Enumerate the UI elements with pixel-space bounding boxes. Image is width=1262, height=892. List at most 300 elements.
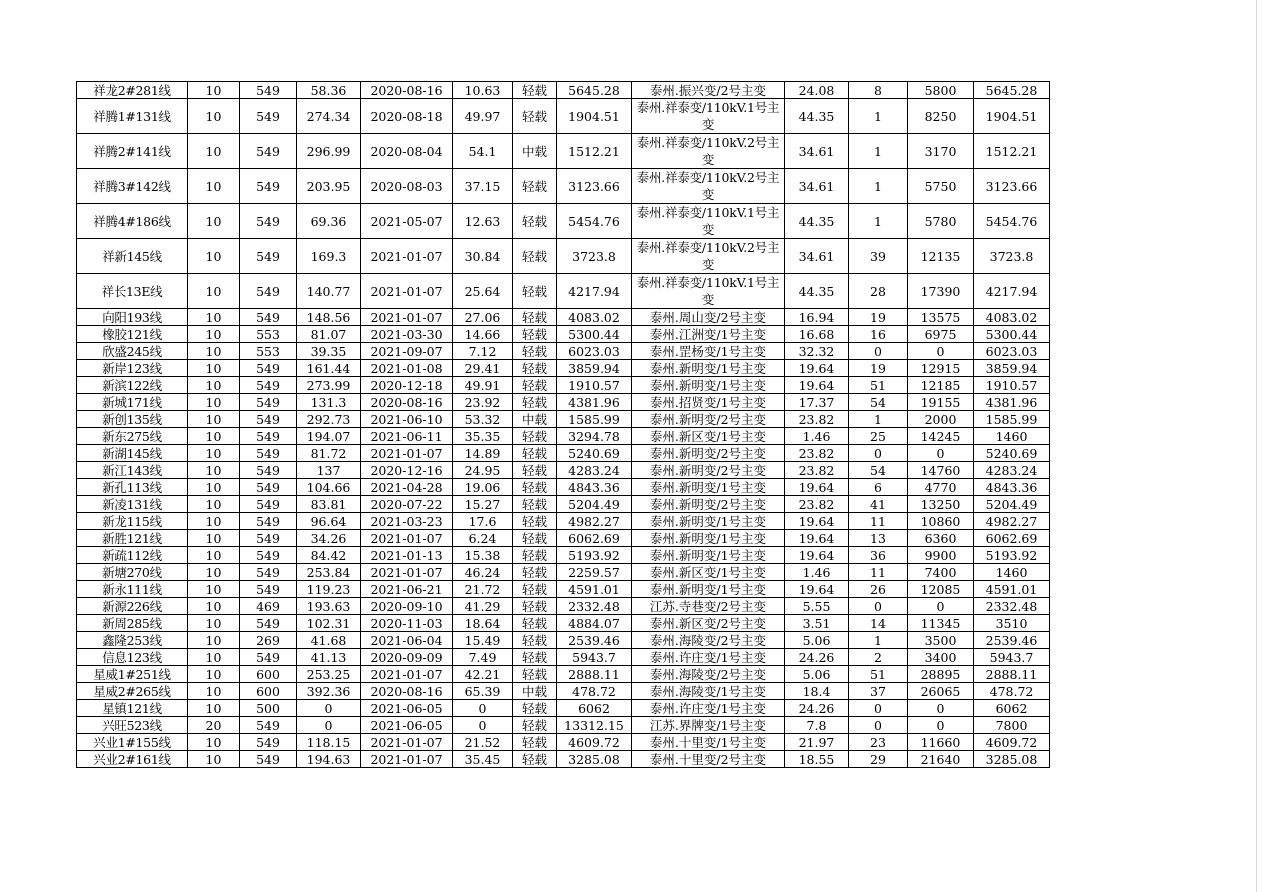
line-name-cell: 新周285线 bbox=[77, 615, 188, 632]
max-current-cell: 96.64 bbox=[297, 513, 361, 530]
load-rate-cell: 18.64 bbox=[453, 615, 513, 632]
rated-current-cell: 600 bbox=[240, 683, 297, 700]
table-row bbox=[77, 598, 1050, 615]
line-name-cell: 祥龙2#281线 bbox=[77, 82, 188, 99]
max-current-cell: 118.15 bbox=[297, 734, 361, 751]
table-row bbox=[77, 343, 1050, 360]
transformer-rate-cell: 23.82 bbox=[785, 462, 849, 479]
date-cell: 2020-08-16 bbox=[361, 394, 453, 411]
table-row bbox=[77, 411, 1050, 428]
margin-cell: 4609.72 bbox=[557, 734, 632, 751]
voltage-cell: 10 bbox=[188, 564, 240, 581]
load-status-cell: 轻载 bbox=[513, 530, 557, 547]
load-rate-cell: 0 bbox=[453, 717, 513, 734]
capacity-cell: 12085 bbox=[908, 581, 974, 598]
rated-current-cell: 549 bbox=[240, 360, 297, 377]
load-rate-cell: 35.45 bbox=[453, 751, 513, 768]
max-current-cell: 203.95 bbox=[297, 169, 361, 204]
date-cell: 2020-08-03 bbox=[361, 169, 453, 204]
available-capacity-cell: 3123.66 bbox=[974, 169, 1050, 204]
load-status-cell: 轻载 bbox=[513, 394, 557, 411]
date-cell: 2021-03-30 bbox=[361, 326, 453, 343]
voltage-cell: 10 bbox=[188, 82, 240, 99]
transformer-rate-cell: 5.55 bbox=[785, 598, 849, 615]
transformer-cell: 泰州.祥泰变/110kV.1号主变 bbox=[632, 204, 785, 239]
transformer-rate-cell: 18.55 bbox=[785, 751, 849, 768]
load-status-cell: 轻载 bbox=[513, 547, 557, 564]
transformer-rate-cell: 18.4 bbox=[785, 683, 849, 700]
voltage-cell: 10 bbox=[188, 632, 240, 649]
date-cell: 2021-01-13 bbox=[361, 547, 453, 564]
users-cell: 2 bbox=[849, 649, 908, 666]
load-rate-cell: 37.15 bbox=[453, 169, 513, 204]
load-rate-cell: 12.63 bbox=[453, 204, 513, 239]
margin-cell: 5943.7 bbox=[557, 649, 632, 666]
rated-current-cell: 269 bbox=[240, 632, 297, 649]
available-capacity-cell: 1512.21 bbox=[974, 134, 1050, 169]
users-cell: 25 bbox=[849, 428, 908, 445]
voltage-cell: 10 bbox=[188, 581, 240, 598]
load-status-cell: 轻载 bbox=[513, 99, 557, 134]
available-capacity-cell: 1585.99 bbox=[974, 411, 1050, 428]
line-name-cell: 新疏112线 bbox=[77, 547, 188, 564]
date-cell: 2021-09-07 bbox=[361, 343, 453, 360]
table-row bbox=[77, 717, 1050, 734]
date-cell: 2021-01-07 bbox=[361, 309, 453, 326]
line-name-cell: 祥腾4#186线 bbox=[77, 204, 188, 239]
margin-cell: 478.72 bbox=[557, 683, 632, 700]
transformer-cell: 泰州.十里变/1号主变 bbox=[632, 734, 785, 751]
table-row bbox=[77, 274, 1050, 309]
capacity-cell: 5780 bbox=[908, 204, 974, 239]
users-cell: 19 bbox=[849, 309, 908, 326]
available-capacity-cell: 4217.94 bbox=[974, 274, 1050, 309]
users-cell: 8 bbox=[849, 82, 908, 99]
transformer-cell: 泰州.新明变/1号主变 bbox=[632, 360, 785, 377]
available-capacity-cell: 2539.46 bbox=[974, 632, 1050, 649]
rated-current-cell: 549 bbox=[240, 99, 297, 134]
transformer-rate-cell: 16.68 bbox=[785, 326, 849, 343]
users-cell: 26 bbox=[849, 581, 908, 598]
table-row bbox=[77, 496, 1050, 513]
users-cell: 19 bbox=[849, 360, 908, 377]
transformer-rate-cell: 23.82 bbox=[785, 445, 849, 462]
line-name-cell: 新湖145线 bbox=[77, 445, 188, 462]
available-capacity-cell: 4591.01 bbox=[974, 581, 1050, 598]
margin-cell: 4381.96 bbox=[557, 394, 632, 411]
line-name-cell: 新滨122线 bbox=[77, 377, 188, 394]
rated-current-cell: 549 bbox=[240, 309, 297, 326]
table-row bbox=[77, 632, 1050, 649]
capacity-cell: 26065 bbox=[908, 683, 974, 700]
load-status-cell: 轻载 bbox=[513, 649, 557, 666]
transformer-rate-cell: 5.06 bbox=[785, 632, 849, 649]
date-cell: 2021-01-07 bbox=[361, 666, 453, 683]
load-rate-cell: 15.49 bbox=[453, 632, 513, 649]
users-cell: 0 bbox=[849, 717, 908, 734]
users-cell: 1 bbox=[849, 134, 908, 169]
load-rate-cell: 23.92 bbox=[453, 394, 513, 411]
capacity-cell: 3400 bbox=[908, 649, 974, 666]
load-rate-cell: 15.27 bbox=[453, 496, 513, 513]
table-body bbox=[77, 82, 1050, 768]
load-rate-cell: 21.52 bbox=[453, 734, 513, 751]
line-name-cell: 欣盛245线 bbox=[77, 343, 188, 360]
transformer-cell: 泰州.海陵变/2号主变 bbox=[632, 632, 785, 649]
rated-current-cell: 549 bbox=[240, 751, 297, 768]
transformer-cell: 江苏.界牌变/1号主变 bbox=[632, 717, 785, 734]
rated-current-cell: 549 bbox=[240, 649, 297, 666]
transformer-rate-cell: 34.61 bbox=[785, 239, 849, 274]
users-cell: 54 bbox=[849, 462, 908, 479]
available-capacity-cell: 4283.24 bbox=[974, 462, 1050, 479]
transformer-rate-cell: 23.82 bbox=[785, 496, 849, 513]
available-capacity-cell: 5300.44 bbox=[974, 326, 1050, 343]
load-status-cell: 轻载 bbox=[513, 666, 557, 683]
rated-current-cell: 549 bbox=[240, 734, 297, 751]
users-cell: 16 bbox=[849, 326, 908, 343]
transformer-rate-cell: 44.35 bbox=[785, 274, 849, 309]
transformer-cell: 泰州.罡杨变/1号主变 bbox=[632, 343, 785, 360]
transformer-rate-cell: 19.64 bbox=[785, 581, 849, 598]
load-status-cell: 轻载 bbox=[513, 717, 557, 734]
line-name-cell: 橡胶121线 bbox=[77, 326, 188, 343]
load-status-cell: 轻载 bbox=[513, 496, 557, 513]
max-current-cell: 104.66 bbox=[297, 479, 361, 496]
transformer-cell: 泰州.新区变/1号主变 bbox=[632, 428, 785, 445]
users-cell: 36 bbox=[849, 547, 908, 564]
date-cell: 2021-01-07 bbox=[361, 530, 453, 547]
table-row bbox=[77, 581, 1050, 598]
table-row bbox=[77, 649, 1050, 666]
margin-cell: 4591.01 bbox=[557, 581, 632, 598]
available-capacity-cell: 6023.03 bbox=[974, 343, 1050, 360]
users-cell: 11 bbox=[849, 513, 908, 530]
line-name-cell: 新源226线 bbox=[77, 598, 188, 615]
users-cell: 0 bbox=[849, 445, 908, 462]
voltage-cell: 10 bbox=[188, 445, 240, 462]
voltage-cell: 20 bbox=[188, 717, 240, 734]
transformer-cell: 泰州.新明变/1号主变 bbox=[632, 513, 785, 530]
transformer-cell: 江苏.寺巷变/2号主变 bbox=[632, 598, 785, 615]
margin-cell: 3285.08 bbox=[557, 751, 632, 768]
load-status-cell: 轻载 bbox=[513, 274, 557, 309]
transformer-rate-cell: 16.94 bbox=[785, 309, 849, 326]
date-cell: 2020-09-09 bbox=[361, 649, 453, 666]
date-cell: 2021-04-28 bbox=[361, 479, 453, 496]
transformer-rate-cell: 24.26 bbox=[785, 649, 849, 666]
load-status-cell: 中载 bbox=[513, 134, 557, 169]
rated-current-cell: 549 bbox=[240, 239, 297, 274]
margin-cell: 4217.94 bbox=[557, 274, 632, 309]
transformer-rate-cell: 34.61 bbox=[785, 134, 849, 169]
transformer-rate-cell: 44.35 bbox=[785, 204, 849, 239]
date-cell: 2020-08-16 bbox=[361, 82, 453, 99]
table-row bbox=[77, 751, 1050, 768]
margin-cell: 2332.48 bbox=[557, 598, 632, 615]
transformer-rate-cell: 1.46 bbox=[785, 564, 849, 581]
transformer-rate-cell: 44.35 bbox=[785, 99, 849, 134]
rated-current-cell: 549 bbox=[240, 82, 297, 99]
line-name-cell: 祥腾2#141线 bbox=[77, 134, 188, 169]
transformer-cell: 泰州.新区变/2号主变 bbox=[632, 615, 785, 632]
transformer-rate-cell: 24.26 bbox=[785, 700, 849, 717]
load-status-cell: 轻载 bbox=[513, 82, 557, 99]
line-name-cell: 新江143线 bbox=[77, 462, 188, 479]
voltage-cell: 10 bbox=[188, 239, 240, 274]
date-cell: 2021-01-08 bbox=[361, 360, 453, 377]
transformer-rate-cell: 5.06 bbox=[785, 666, 849, 683]
load-rate-cell: 41.29 bbox=[453, 598, 513, 615]
line-name-cell: 祥新145线 bbox=[77, 239, 188, 274]
load-rate-cell: 65.39 bbox=[453, 683, 513, 700]
capacity-cell: 5750 bbox=[908, 169, 974, 204]
rated-current-cell: 549 bbox=[240, 169, 297, 204]
voltage-cell: 10 bbox=[188, 700, 240, 717]
capacity-cell: 10860 bbox=[908, 513, 974, 530]
date-cell: 2020-11-03 bbox=[361, 615, 453, 632]
max-current-cell: 194.07 bbox=[297, 428, 361, 445]
margin-cell: 4982.27 bbox=[557, 513, 632, 530]
rated-current-cell: 553 bbox=[240, 343, 297, 360]
date-cell: 2021-01-07 bbox=[361, 239, 453, 274]
voltage-cell: 10 bbox=[188, 462, 240, 479]
available-capacity-cell: 5193.92 bbox=[974, 547, 1050, 564]
capacity-cell: 13250 bbox=[908, 496, 974, 513]
page-edge bbox=[1256, 0, 1257, 892]
table-row bbox=[77, 326, 1050, 343]
available-capacity-cell: 7800 bbox=[974, 717, 1050, 734]
table-row bbox=[77, 428, 1050, 445]
users-cell: 11 bbox=[849, 564, 908, 581]
available-capacity-cell: 4843.36 bbox=[974, 479, 1050, 496]
users-cell: 1 bbox=[849, 632, 908, 649]
line-name-cell: 兴旺523线 bbox=[77, 717, 188, 734]
load-rate-cell: 35.35 bbox=[453, 428, 513, 445]
rated-current-cell: 600 bbox=[240, 666, 297, 683]
margin-cell: 4283.24 bbox=[557, 462, 632, 479]
voltage-cell: 10 bbox=[188, 394, 240, 411]
available-capacity-cell: 4381.96 bbox=[974, 394, 1050, 411]
date-cell: 2020-08-18 bbox=[361, 99, 453, 134]
available-capacity-cell: 1460 bbox=[974, 428, 1050, 445]
users-cell: 6 bbox=[849, 479, 908, 496]
load-status-cell: 轻载 bbox=[513, 513, 557, 530]
transformer-cell: 泰州.海陵变/1号主变 bbox=[632, 683, 785, 700]
load-rate-cell: 29.41 bbox=[453, 360, 513, 377]
line-name-cell: 星威2#265线 bbox=[77, 683, 188, 700]
date-cell: 2020-08-16 bbox=[361, 683, 453, 700]
voltage-cell: 10 bbox=[188, 496, 240, 513]
table-row bbox=[77, 683, 1050, 700]
max-current-cell: 161.44 bbox=[297, 360, 361, 377]
users-cell: 51 bbox=[849, 666, 908, 683]
capacity-cell: 28895 bbox=[908, 666, 974, 683]
table-row bbox=[77, 547, 1050, 564]
available-capacity-cell: 2888.11 bbox=[974, 666, 1050, 683]
voltage-cell: 10 bbox=[188, 479, 240, 496]
load-rate-cell: 54.1 bbox=[453, 134, 513, 169]
load-rate-cell: 21.72 bbox=[453, 581, 513, 598]
capacity-cell: 0 bbox=[908, 598, 974, 615]
max-current-cell: 119.23 bbox=[297, 581, 361, 598]
max-current-cell: 194.63 bbox=[297, 751, 361, 768]
users-cell: 1 bbox=[849, 204, 908, 239]
line-name-cell: 祥腾1#131线 bbox=[77, 99, 188, 134]
transformer-rate-cell: 3.51 bbox=[785, 615, 849, 632]
date-cell: 2021-03-23 bbox=[361, 513, 453, 530]
transformer-cell: 泰州.新明变/2号主变 bbox=[632, 462, 785, 479]
transformer-cell: 泰州.新明变/1号主变 bbox=[632, 377, 785, 394]
voltage-cell: 10 bbox=[188, 751, 240, 768]
date-cell: 2020-07-22 bbox=[361, 496, 453, 513]
available-capacity-cell: 1910.57 bbox=[974, 377, 1050, 394]
rated-current-cell: 549 bbox=[240, 513, 297, 530]
max-current-cell: 392.36 bbox=[297, 683, 361, 700]
date-cell: 2021-05-07 bbox=[361, 204, 453, 239]
rated-current-cell: 549 bbox=[240, 564, 297, 581]
load-status-cell: 轻载 bbox=[513, 169, 557, 204]
date-cell: 2021-01-07 bbox=[361, 274, 453, 309]
line-name-cell: 新胜121线 bbox=[77, 530, 188, 547]
line-name-cell: 祥长13E线 bbox=[77, 274, 188, 309]
load-status-cell: 轻载 bbox=[513, 581, 557, 598]
users-cell: 1 bbox=[849, 99, 908, 134]
transformer-rate-cell: 7.8 bbox=[785, 717, 849, 734]
available-capacity-cell: 3723.8 bbox=[974, 239, 1050, 274]
available-capacity-cell: 2332.48 bbox=[974, 598, 1050, 615]
margin-cell: 4843.36 bbox=[557, 479, 632, 496]
capacity-cell: 7400 bbox=[908, 564, 974, 581]
table-row bbox=[77, 462, 1050, 479]
table-row bbox=[77, 615, 1050, 632]
available-capacity-cell: 4083.02 bbox=[974, 309, 1050, 326]
load-status-cell: 轻载 bbox=[513, 751, 557, 768]
table-row bbox=[77, 99, 1050, 134]
rated-current-cell: 549 bbox=[240, 479, 297, 496]
date-cell: 2020-08-04 bbox=[361, 134, 453, 169]
line-name-cell: 新孔113线 bbox=[77, 479, 188, 496]
margin-cell: 4083.02 bbox=[557, 309, 632, 326]
load-rate-cell: 27.06 bbox=[453, 309, 513, 326]
transformer-rate-cell: 19.64 bbox=[785, 547, 849, 564]
users-cell: 39 bbox=[849, 239, 908, 274]
capacity-cell: 8250 bbox=[908, 99, 974, 134]
table-row bbox=[77, 377, 1050, 394]
max-current-cell: 253.84 bbox=[297, 564, 361, 581]
load-status-cell: 轻载 bbox=[513, 479, 557, 496]
capacity-cell: 14245 bbox=[908, 428, 974, 445]
rated-current-cell: 549 bbox=[240, 377, 297, 394]
max-current-cell: 296.99 bbox=[297, 134, 361, 169]
rated-current-cell: 549 bbox=[240, 462, 297, 479]
transformer-rate-cell: 19.64 bbox=[785, 360, 849, 377]
available-capacity-cell: 3510 bbox=[974, 615, 1050, 632]
load-rate-cell: 0 bbox=[453, 700, 513, 717]
capacity-cell: 0 bbox=[908, 700, 974, 717]
load-rate-cell: 6.24 bbox=[453, 530, 513, 547]
transformer-rate-cell: 19.64 bbox=[785, 479, 849, 496]
line-name-cell: 向阳193线 bbox=[77, 309, 188, 326]
max-current-cell: 0 bbox=[297, 700, 361, 717]
capacity-cell: 11660 bbox=[908, 734, 974, 751]
available-capacity-cell: 1904.51 bbox=[974, 99, 1050, 134]
table-row bbox=[77, 204, 1050, 239]
transformer-rate-cell: 19.64 bbox=[785, 513, 849, 530]
load-rate-cell: 19.06 bbox=[453, 479, 513, 496]
capacity-cell: 4770 bbox=[908, 479, 974, 496]
transformer-cell: 泰州.许庄变/1号主变 bbox=[632, 649, 785, 666]
capacity-cell: 9900 bbox=[908, 547, 974, 564]
load-status-cell: 轻载 bbox=[513, 632, 557, 649]
table-row bbox=[77, 134, 1050, 169]
rated-current-cell: 549 bbox=[240, 581, 297, 598]
load-rate-cell: 42.21 bbox=[453, 666, 513, 683]
line-name-cell: 兴业1#155线 bbox=[77, 734, 188, 751]
rated-current-cell: 549 bbox=[240, 445, 297, 462]
rated-current-cell: 553 bbox=[240, 326, 297, 343]
margin-cell: 5645.28 bbox=[557, 82, 632, 99]
users-cell: 23 bbox=[849, 734, 908, 751]
max-current-cell: 274.34 bbox=[297, 99, 361, 134]
margin-cell: 6023.03 bbox=[557, 343, 632, 360]
load-status-cell: 轻载 bbox=[513, 360, 557, 377]
date-cell: 2021-01-07 bbox=[361, 445, 453, 462]
transformer-cell: 泰州.新明变/2号主变 bbox=[632, 445, 785, 462]
load-status-cell: 轻载 bbox=[513, 462, 557, 479]
rated-current-cell: 549 bbox=[240, 547, 297, 564]
rated-current-cell: 549 bbox=[240, 615, 297, 632]
load-status-cell: 轻载 bbox=[513, 700, 557, 717]
line-name-cell: 新凌131线 bbox=[77, 496, 188, 513]
date-cell: 2021-01-07 bbox=[361, 751, 453, 768]
max-current-cell: 58.36 bbox=[297, 82, 361, 99]
margin-cell: 3723.8 bbox=[557, 239, 632, 274]
max-current-cell: 84.42 bbox=[297, 547, 361, 564]
rated-current-cell: 549 bbox=[240, 394, 297, 411]
transformer-cell: 泰州.十里变/2号主变 bbox=[632, 751, 785, 768]
rated-current-cell: 549 bbox=[240, 717, 297, 734]
load-rate-cell: 14.89 bbox=[453, 445, 513, 462]
date-cell: 2020-12-16 bbox=[361, 462, 453, 479]
load-status-cell: 轻载 bbox=[513, 239, 557, 274]
table-row bbox=[77, 700, 1050, 717]
table-row bbox=[77, 530, 1050, 547]
line-name-cell: 新城171线 bbox=[77, 394, 188, 411]
date-cell: 2021-06-05 bbox=[361, 700, 453, 717]
capacity-cell: 11345 bbox=[908, 615, 974, 632]
margin-cell: 5240.69 bbox=[557, 445, 632, 462]
transformer-rate-cell: 21.97 bbox=[785, 734, 849, 751]
max-current-cell: 292.73 bbox=[297, 411, 361, 428]
date-cell: 2021-01-07 bbox=[361, 564, 453, 581]
line-name-cell: 兴业2#161线 bbox=[77, 751, 188, 768]
data-table bbox=[76, 81, 1050, 768]
voltage-cell: 10 bbox=[188, 326, 240, 343]
available-capacity-cell: 478.72 bbox=[974, 683, 1050, 700]
transformer-cell: 泰州.新明变/2号主变 bbox=[632, 411, 785, 428]
margin-cell: 3859.94 bbox=[557, 360, 632, 377]
users-cell: 41 bbox=[849, 496, 908, 513]
load-status-cell: 轻载 bbox=[513, 445, 557, 462]
margin-cell: 6062.69 bbox=[557, 530, 632, 547]
load-rate-cell: 49.97 bbox=[453, 99, 513, 134]
transformer-cell: 泰州.振兴变/2号主变 bbox=[632, 82, 785, 99]
load-rate-cell: 49.91 bbox=[453, 377, 513, 394]
transformer-rate-cell: 34.61 bbox=[785, 169, 849, 204]
capacity-cell: 6975 bbox=[908, 326, 974, 343]
transformer-cell: 泰州.许庄变/1号主变 bbox=[632, 700, 785, 717]
